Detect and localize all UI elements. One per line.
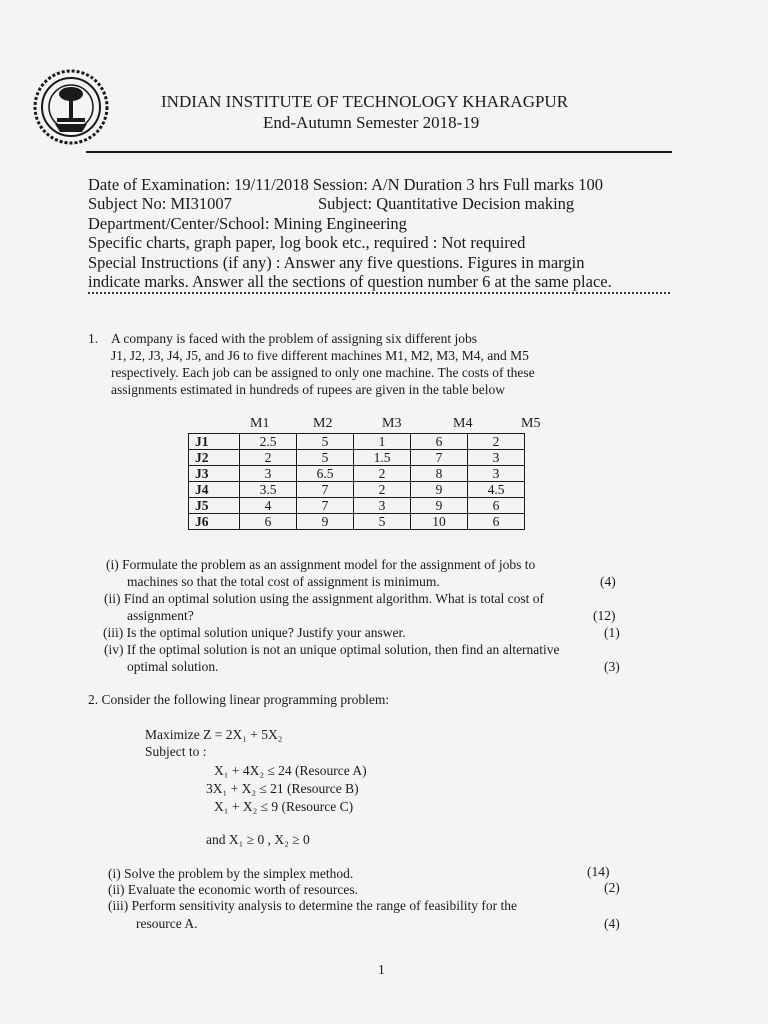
q2-objective: Maximize Z = 2X₁ + 5X₂ (145, 727, 283, 742)
special-instructions-line2: indicate marks. Answer all the sections of question number 6 at the same place. (88, 272, 612, 291)
cost-cell: 4.5 (468, 482, 525, 498)
cost-cell: 7 (297, 498, 354, 514)
cost-cell: 3 (468, 450, 525, 466)
col-header-m3: M3 (382, 416, 402, 431)
q1-text-line3: respectively. Each job can be assigned to only one machine. The costs of these (111, 365, 535, 380)
iit-kharagpur-logo (22, 66, 120, 148)
cost-cell: 6 (240, 514, 297, 530)
q2-constraint-a: X₁ + 4X₂ ≤ 24 (Resource A) (214, 763, 367, 778)
cost-cell: 1 (354, 434, 411, 450)
subject-number: Subject No: MI31007 (88, 194, 232, 213)
table-row (189, 450, 525, 466)
q1-part-ii-line2: assignment? (127, 608, 194, 623)
separator-dots (88, 292, 670, 294)
cost-cell: 3 (240, 466, 297, 482)
q1-part-iii-marks: (1) (604, 625, 620, 640)
q1-part-i-line2: machines so that the total cost of assignment is minimum. (127, 574, 440, 589)
cost-cell: 2.5 (240, 434, 297, 450)
table-row (189, 498, 525, 514)
q2-constraint-b: 3X₁ + X₂ ≤ 21 (Resource B) (206, 781, 359, 796)
job-label: J5 (189, 498, 240, 514)
q1-part-iv-marks: (3) (604, 659, 620, 674)
job-label: J3 (189, 466, 240, 482)
q1-part-iii: (iii) Is the optimal solution unique? Justify your answer. (103, 625, 406, 640)
cost-cell: 5 (297, 434, 354, 450)
cost-cell: 9 (411, 498, 468, 514)
job-label: J2 (189, 450, 240, 466)
job-label: J1 (189, 434, 240, 450)
q2-part-i-marks: (14) (587, 864, 610, 879)
semester-title: End-Autumn Semester 2018-19 (263, 113, 480, 132)
q2-part-iii-line1: (iii) Perform sensitivity analysis to determine the range of feasibility for the (108, 898, 518, 913)
job-label: J4 (189, 482, 240, 498)
cost-cell: 5 (297, 450, 354, 466)
cost-cell: 7 (411, 450, 468, 466)
col-header-m2: M2 (313, 416, 333, 431)
q1-part-iv-line1: (iv) If the optimal solution is not an unique optimal solution, then find an alternative (104, 642, 560, 657)
job-label: J6 (189, 514, 240, 530)
cost-cell: 3.5 (240, 482, 297, 498)
table-row (189, 434, 525, 450)
page-number: 1 (378, 962, 385, 977)
q1-number: 1. (88, 331, 99, 346)
cost-cell: 6 (468, 514, 525, 530)
q1-part-ii-line1: (ii) Find an optimal solution using the assignment algorithm. What is total cost of (104, 591, 544, 606)
q1-part-ii-marks: (12) (593, 608, 616, 623)
q2-part-i: (i) Solve the problem by the simplex method. (108, 866, 354, 881)
q1-part-i-marks: (4) (600, 574, 616, 589)
cost-cell: 2 (354, 482, 411, 498)
cost-cell: 4 (240, 498, 297, 514)
table-row (189, 466, 525, 482)
q2-nonnegativity: and X₁ ≥ 0 , X₂ ≥ 0 (206, 832, 310, 847)
table-row (189, 482, 525, 498)
cost-cell: 3 (354, 498, 411, 514)
cost-cell: 6 (411, 434, 468, 450)
subject-name: Subject: Quantitative Decision making (318, 194, 575, 213)
cost-cell: 1.5 (354, 450, 411, 466)
department: Department/Center/School: Mining Engineering (88, 214, 407, 233)
q2-constraint-c: X₁ + X₂ ≤ 9 (Resource C) (214, 799, 354, 814)
q2-part-iii-line2: resource A. (136, 916, 198, 931)
q1-part-iv-line2: optimal solution. (127, 659, 219, 674)
q1-text-line1: A company is faced with the problem of assigning six different jobs (111, 331, 478, 346)
cost-table (188, 433, 525, 530)
q1-text-line2: J1, J2, J3, J4, J5, and J6 to five different machines M1, M2, M3, M4, and M5 (111, 348, 529, 363)
cost-cell: 2 (354, 466, 411, 482)
cost-cell: 2 (240, 450, 297, 466)
cost-cell: 3 (468, 466, 525, 482)
charts-required: Specific charts, graph paper, log book etc., required : Not required (88, 233, 526, 252)
cost-cell: 6.5 (297, 466, 354, 482)
q2-intro: 2. Consider the following linear programming problem: (88, 692, 390, 707)
exam-details: Date of Examination: 19/11/2018 Session: A/N Duration 3 hrs Full marks 100 (88, 175, 603, 194)
cost-cell: 8 (411, 466, 468, 482)
cost-cell: 6 (468, 498, 525, 514)
q2-subject-to: Subject to : (145, 744, 207, 759)
q2-part-ii: (ii) Evaluate the economic worth of resources. (108, 882, 359, 897)
cost-cell: 9 (297, 514, 354, 530)
q2-part-iii-marks: (4) (604, 916, 620, 931)
col-header-m4: M4 (453, 416, 473, 431)
institute-name: INDIAN INSTITUTE OF TECHNOLOGY KHARAGPUR (161, 92, 569, 111)
cost-cell: 9 (411, 482, 468, 498)
cost-cell: 2 (468, 434, 525, 450)
cost-cell: 5 (354, 514, 411, 530)
col-header-m1: M1 (250, 416, 270, 431)
q1-part-i-line1: (i) Formulate the problem as an assignment model for the assignment of jobs to (106, 557, 536, 572)
table-row (189, 514, 525, 530)
q1-text-line4: assignments estimated in hundreds of rupees are given in the table below (111, 382, 506, 397)
cost-cell: 7 (297, 482, 354, 498)
header-rule (86, 151, 672, 153)
cost-cell: 10 (411, 514, 468, 530)
special-instructions-line1: Special Instructions (if any) : Answer any five questions. Figures in margin (88, 253, 585, 272)
q2-part-ii-marks: (2) (604, 880, 620, 895)
col-header-m5: M5 (521, 416, 541, 431)
